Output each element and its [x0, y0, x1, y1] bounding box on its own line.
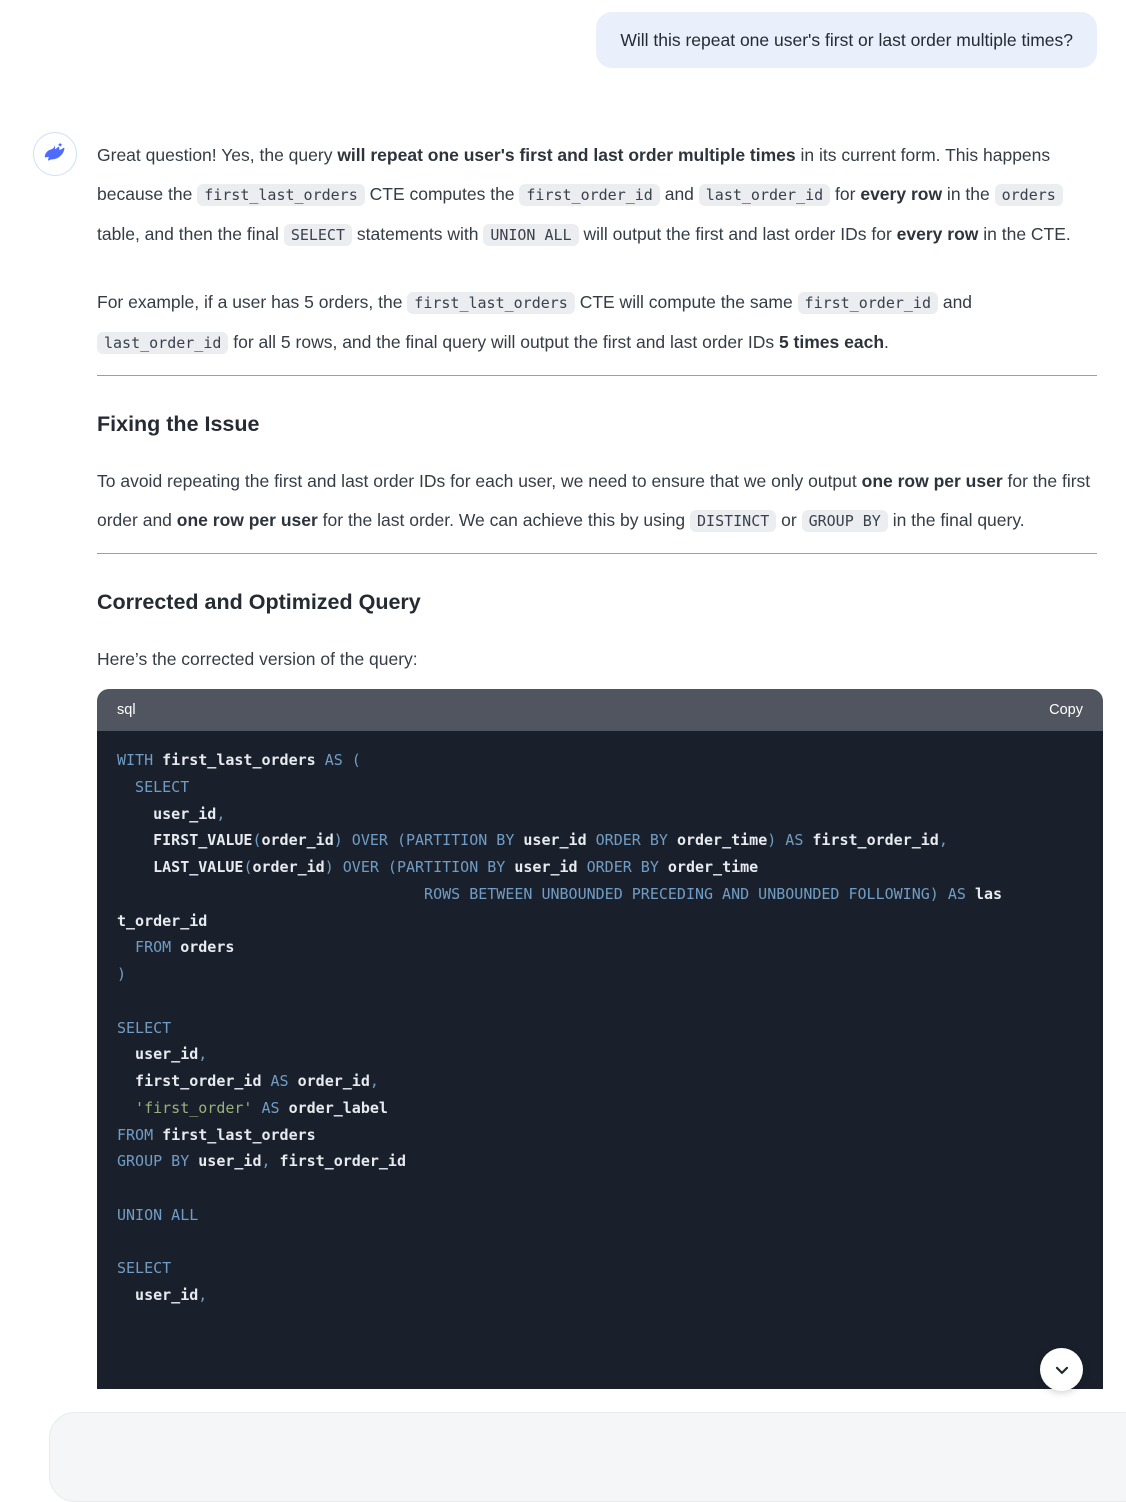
code-token: order_id — [297, 1072, 370, 1090]
text-run-text: table, and then the final — [97, 224, 284, 244]
text-run-text: CTE will compute the same — [574, 292, 798, 312]
text-run-text: in the — [942, 184, 995, 204]
code-token: ) — [117, 965, 127, 983]
text-run-bold: will repeat one user's first and last order multiple times — [337, 145, 796, 165]
code-token: LAST_VALUE — [117, 858, 244, 876]
code-token: t_order_id — [117, 911, 208, 930]
code-line — [117, 1255, 1083, 1282]
code-token: ORDER BY — [577, 858, 668, 876]
code-token: , — [198, 1286, 208, 1304]
code-line — [117, 1202, 1083, 1229]
code-token: FROM — [117, 938, 181, 957]
code-token: FIRST_VALUE — [117, 831, 253, 850]
code-token: user_id — [117, 1045, 199, 1064]
text-run-text: for the last order. We can achieve this by using — [317, 510, 691, 530]
text-run-text: CTE computes the — [364, 184, 520, 204]
section-heading-corrected-query: Corrected and Optimized Query — [97, 590, 421, 614]
code-token: , — [261, 1152, 271, 1171]
deepseek-whale-icon — [41, 140, 69, 168]
code-token: , — [198, 1045, 208, 1064]
section-divider — [97, 553, 1097, 554]
section-heading-fixing-the-issue: Fixing the Issue — [97, 412, 260, 436]
code-line — [117, 1068, 1083, 1095]
code-token: order_id — [261, 831, 334, 850]
code-line — [117, 747, 1083, 774]
code-token: ) AS — [767, 831, 813, 850]
paragraph-4 — [97, 640, 1097, 679]
code-token: ) OVER (PARTITION BY — [333, 831, 524, 850]
text-run-text: in the final query. — [887, 510, 1025, 530]
text-run-text: Great question! Yes, the query — [97, 145, 338, 165]
inline-code-chip: first_last_orders — [407, 292, 575, 314]
code-token: , — [369, 1072, 379, 1090]
inline-code-chip: orders — [995, 184, 1063, 206]
code-token: first_order_id — [117, 1072, 262, 1090]
inline-code-chip: last_order_id — [699, 184, 830, 206]
code-token: WITH — [117, 751, 163, 769]
code-line — [117, 827, 1083, 854]
code-line — [117, 908, 1083, 935]
assistant-message-content — [97, 132, 1097, 1389]
code-token: GROUP BY — [117, 1152, 199, 1171]
user-message-row — [0, 0, 1126, 68]
inline-code-chip: DISTINCT — [690, 510, 776, 532]
code-line — [117, 1095, 1083, 1122]
text-run-text: in the CTE. — [978, 224, 1071, 244]
code-token: ( — [243, 858, 253, 876]
inline-code-chip: last_order_id — [97, 332, 228, 354]
code-token: first_last_orders — [162, 1125, 316, 1144]
text-run-text: for all 5 rows, and the final query will output the first and last order IDs — [228, 332, 779, 352]
code-line — [117, 988, 1083, 1015]
code-content — [97, 731, 1103, 1389]
user-message-bubble — [596, 12, 1097, 68]
inline-code-chip: first_order_id — [798, 292, 938, 314]
code-token: order_id — [252, 858, 325, 876]
code-line — [117, 961, 1083, 988]
paragraph-1 — [97, 136, 1097, 255]
code-token: AS — [261, 1072, 298, 1090]
code-token: ROWS BETWEEN UNBOUNDED PRECEDING AND UNBOUNDED FOLLOWING) AS — [117, 884, 975, 903]
text-run-bold: every row — [896, 224, 979, 244]
code-language-label: sql — [117, 702, 136, 718]
user-message-text: Will this repeat one user's first or last order multiple times? — [620, 30, 1073, 50]
code-token: user_id — [514, 858, 578, 876]
text-run-text: Here’s the corrected version of the query: — [97, 649, 418, 669]
section-divider — [97, 375, 1097, 376]
text-run-text: For example, if a user has 5 orders, the — [97, 292, 408, 312]
code-line — [117, 1122, 1083, 1149]
text-run-text: for — [830, 184, 861, 204]
text-run-text: To avoid repeating the first and last order IDs for each user, we need to ensure that we only output — [97, 471, 862, 491]
code-token: UNION ALL — [117, 1205, 199, 1224]
text-run-bold: one row per user — [861, 471, 1003, 491]
code-token: user_id — [523, 831, 587, 850]
inline-code-chip: GROUP BY — [802, 510, 888, 532]
text-run-bold: one row per user — [176, 510, 318, 530]
code-token: ORDER BY — [586, 831, 677, 850]
assistant-message-row — [33, 132, 1103, 1389]
code-token: SELECT — [117, 1018, 172, 1037]
code-token: , — [216, 804, 226, 823]
text-run-text: statements with — [352, 224, 484, 244]
code-token: user_id — [117, 1286, 199, 1304]
inline-code-chip: UNION ALL — [483, 224, 578, 246]
code-token: first_last_orders — [162, 751, 316, 769]
text-run-text: will output the first and last order IDs for — [578, 224, 897, 244]
code-token: orders — [180, 938, 235, 957]
paragraph-3 — [97, 462, 1097, 541]
code-line — [117, 934, 1083, 961]
code-token: 'first_order' — [117, 1098, 253, 1117]
text-run-text: in its current form. This happens because the — [97, 145, 1051, 204]
inline-code-chip: first_last_orders — [197, 184, 365, 206]
text-run-text: or — [776, 510, 802, 530]
code-token: user_id — [117, 804, 217, 823]
text-run-text: for the first order and — [97, 471, 1091, 530]
code-line — [117, 1041, 1083, 1068]
paragraph-2 — [97, 283, 1097, 363]
chevron-down-icon — [1052, 1360, 1072, 1380]
code-token: ) OVER (PARTITION BY — [324, 858, 515, 876]
sql-code-block — [97, 689, 1103, 1389]
code-token: AS ( — [315, 751, 361, 769]
code-line — [117, 1148, 1083, 1175]
code-token: ( — [252, 831, 262, 850]
code-line — [117, 1282, 1083, 1309]
code-line — [117, 801, 1083, 828]
code-token: SELECT — [117, 777, 190, 796]
code-token: first_order_id — [270, 1152, 406, 1171]
code-token: AS — [252, 1098, 289, 1117]
copy-button[interactable]: Copy — [1049, 702, 1083, 718]
code-token: order_time — [667, 858, 759, 876]
assistant-avatar — [33, 132, 77, 176]
code-line — [117, 1229, 1083, 1256]
code-token: las — [974, 884, 1003, 903]
code-line — [117, 1175, 1083, 1202]
code-token: order_time — [676, 831, 768, 850]
code-block-header — [97, 689, 1103, 731]
inline-code-chip: first_order_id — [519, 184, 659, 206]
code-token: order_label — [288, 1098, 388, 1117]
code-line — [117, 774, 1083, 801]
text-run-text: and — [659, 184, 699, 204]
code-token: SELECT — [117, 1259, 172, 1278]
code-token: FROM — [117, 1125, 163, 1144]
code-line — [117, 881, 1083, 908]
code-token: user_id — [198, 1152, 262, 1171]
inline-code-chip: SELECT — [284, 224, 352, 246]
code-line — [117, 1015, 1083, 1042]
scroll-to-bottom-button[interactable] — [1040, 1348, 1083, 1391]
text-run-text: and — [937, 292, 973, 312]
text-run-text: . — [884, 332, 889, 352]
code-token: first_order_id — [812, 831, 939, 850]
text-run-bold: 5 times each — [778, 332, 885, 352]
text-run-bold: every row — [860, 184, 943, 204]
code-line — [117, 854, 1083, 881]
code-token: , — [938, 831, 948, 850]
